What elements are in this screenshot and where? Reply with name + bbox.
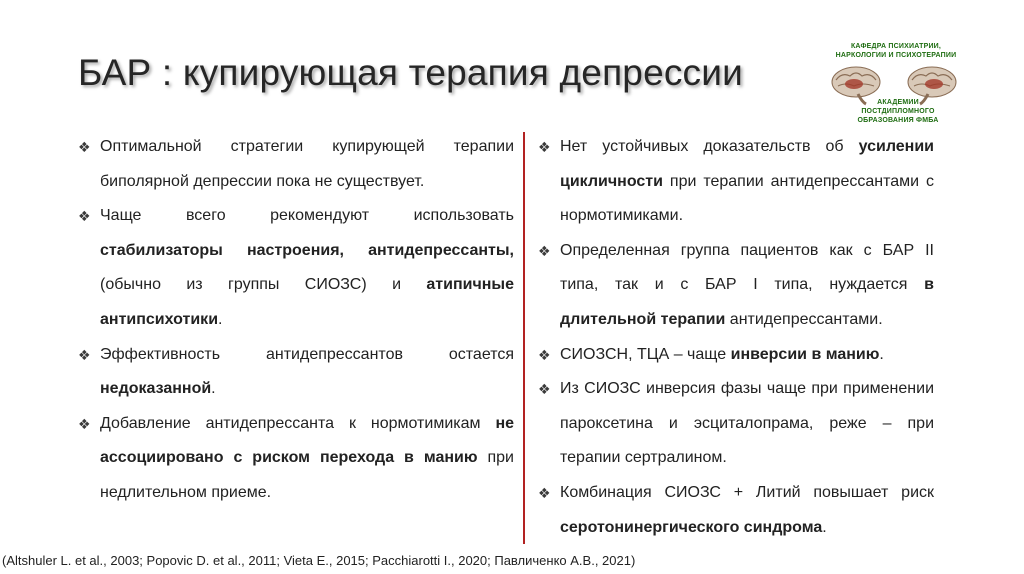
text: . <box>218 310 223 328</box>
bold-text: серотонинергического синдрома <box>560 518 823 536</box>
text: . <box>879 345 884 363</box>
diamond-bullet-icon: ❖ <box>78 139 91 155</box>
text: СИОЗСН, ТЦА – чаще <box>560 345 731 363</box>
bold-text: стабилизаторы настроения, антидепрессанты, <box>100 241 514 259</box>
diamond-bullet-icon: ❖ <box>538 242 551 259</box>
right-column <box>536 130 934 545</box>
bullet-item <box>536 476 934 545</box>
diamond-bullet-icon: ❖ <box>538 381 551 398</box>
text: Добавление антидепрессанта к нормотимикам <box>100 414 496 432</box>
text: Определенная группа пациентов как с БАР II типа, так и с БАР I типа, нуждается <box>560 241 934 294</box>
text: Чаще всего рекомендуют использовать <box>100 207 514 225</box>
bullet-item <box>536 130 934 234</box>
text: при недлительном приеме. <box>100 449 514 501</box>
bullet-item <box>536 372 934 476</box>
text: (обычно из группы СИОЗС) и <box>100 276 427 294</box>
left-column <box>76 130 514 511</box>
text: . <box>211 380 216 398</box>
slide-title: БАР : купирующая терапия депрессии <box>78 52 743 93</box>
text: Эффективность антидепрессантов остается <box>100 345 514 363</box>
text: . <box>822 518 827 536</box>
bold-text: атипичные антипсихотики <box>100 276 514 328</box>
logo-top-text: КАФЕДРА ПСИХИАТРИИ, НАРКОЛОГИИ И ПСИХОТЕРАПИИ <box>835 43 957 59</box>
bullet-item <box>536 338 934 373</box>
diamond-bullet-icon: ❖ <box>538 484 551 501</box>
diamond-bullet-icon: ❖ <box>78 346 91 363</box>
text: Комбинация СИОЗС + Литий повышает риск <box>560 483 934 501</box>
department-logo <box>828 36 960 126</box>
references: (Altshuler L. et al., 2003; Popovic D. et al., 2011; Vieta E., 2015; Pacchiarotti I., 2020; Павличенко А.В., 2021) <box>2 553 636 568</box>
bullet-item <box>76 338 514 407</box>
text: Из СИОЗС инверсия фазы чаще при применении пароксетина и эсциталопрама, реже – при терапии сертралином. <box>560 380 934 467</box>
diamond-bullet-icon: ❖ <box>78 208 91 225</box>
bold-text: усилении цикличности <box>560 138 934 190</box>
bold-text: в длительной терапии <box>560 276 934 328</box>
bullet-item <box>76 130 514 199</box>
text: при терапии антидепрессантами с нормотимиками. <box>560 172 934 225</box>
logo-bottom-text: АКАДЕМИИ ПОСТДИПЛОМНОГО ОБРАЗОВАНИЯ ФМБА <box>857 99 939 124</box>
text: Нет устойчивых доказательств об <box>560 138 859 155</box>
bold-text: не ассоциировано с риском перехода в манию <box>100 414 514 467</box>
diamond-bullet-icon: ❖ <box>538 139 551 155</box>
text: антидепрессантами. <box>725 310 883 328</box>
bold-text: инверсии в манию <box>730 345 880 363</box>
bullet-item <box>76 407 514 511</box>
bold-text: недоказанной <box>100 380 212 398</box>
diamond-bullet-icon: ❖ <box>538 346 551 363</box>
text: Оптимальной стратегии купирующей терапии биполярной депрессии пока не существует. <box>100 138 514 190</box>
column-divider <box>523 132 525 544</box>
diamond-bullet-icon: ❖ <box>78 415 91 432</box>
bullet-item <box>536 234 934 338</box>
bullet-item <box>76 199 514 337</box>
